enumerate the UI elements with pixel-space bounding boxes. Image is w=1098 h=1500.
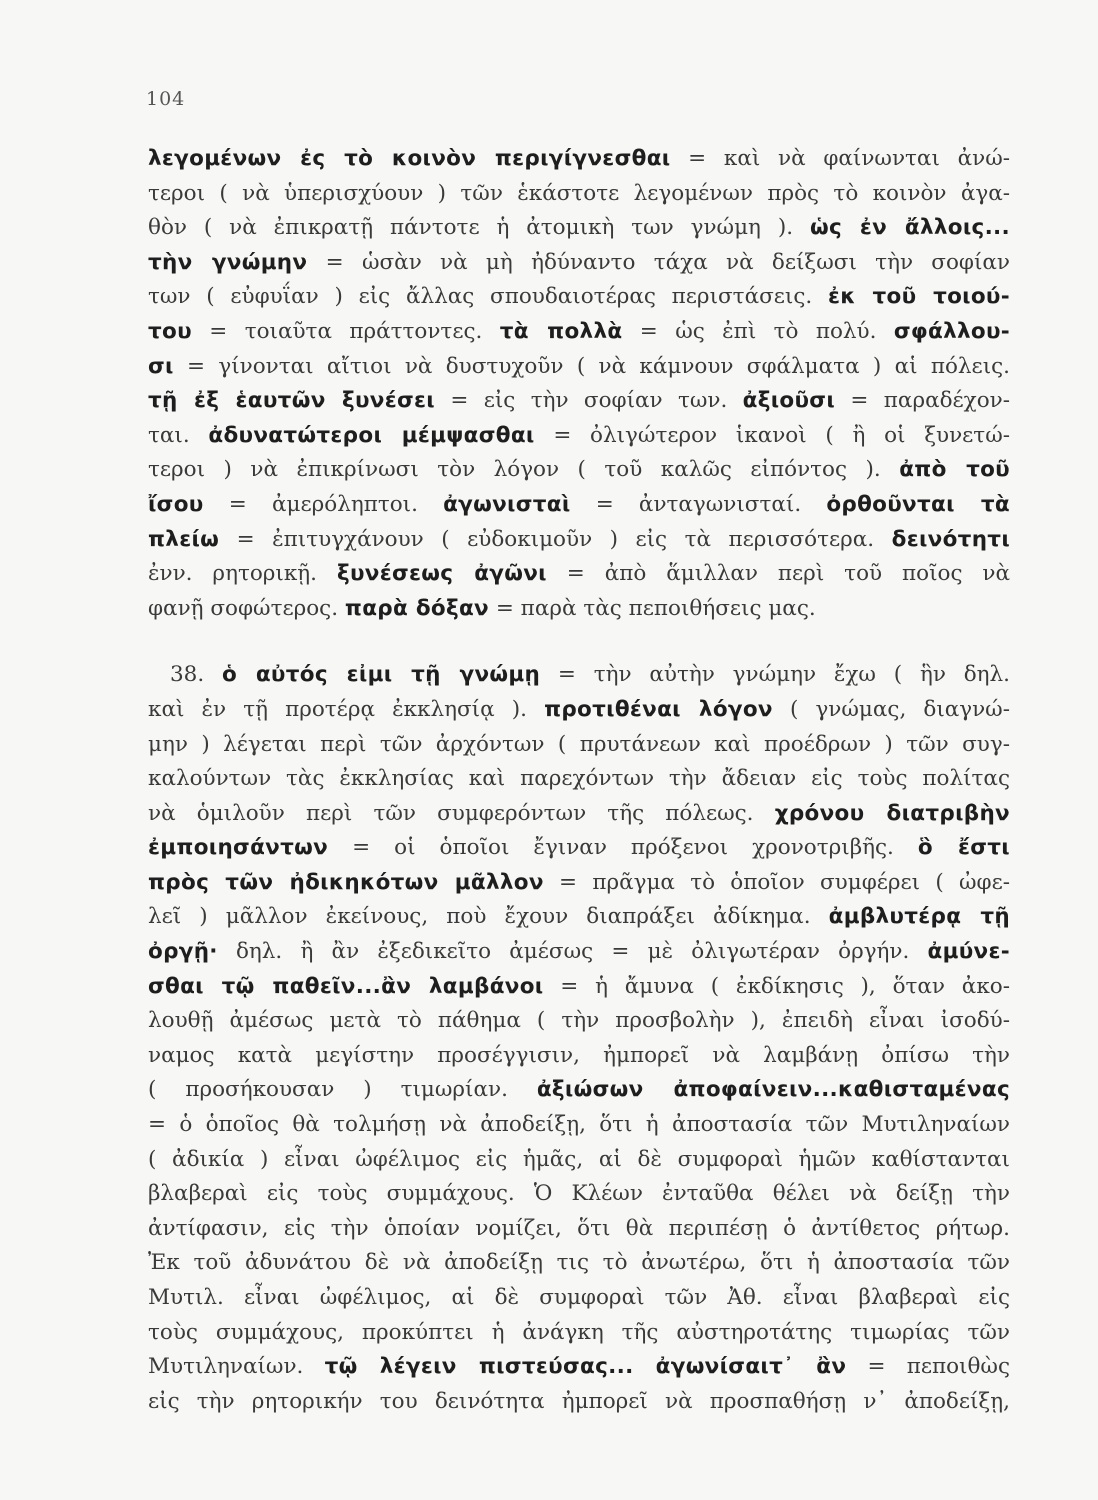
- gloss-text: Μυτιληναίων.: [148, 1354, 325, 1380]
- gloss-text: = πεποιθὼς: [846, 1354, 1010, 1380]
- text-line: [148, 935, 1010, 970]
- lemma-term: δεινότητι: [891, 526, 1010, 552]
- gloss-text: = ἀνταγωνισταί.: [570, 491, 827, 517]
- gloss-text: = τοιαῦτα πράττοντες.: [191, 318, 500, 344]
- gloss-text: = παραδέχον-: [835, 388, 1010, 414]
- gloss-text: τοὺς συμμάχους, προκύπτει ἡ ἀνάγκη τῆς αὐστηροτάτης τιμωρίας τῶν: [148, 1319, 1010, 1345]
- gloss-text: τεροι ) νὰ ἐπικρίνωσι τὸν λόγον ( τοῦ καλῶς εἰπόντος ).: [148, 457, 900, 483]
- lemma-term: ἀγωνισταὶ: [443, 491, 571, 517]
- lemma-term: ἀμύνε-: [927, 939, 1010, 965]
- lemma-term: ὁ αὐτός εἰμι τῇ γνώμῃ: [222, 662, 541, 688]
- lemma-term: του: [148, 318, 192, 344]
- gloss-text: 38.: [170, 662, 223, 688]
- lemma-term: τὴν γνώμην: [148, 249, 308, 275]
- lemma-term: ὀργῇ·: [148, 939, 218, 965]
- text-line: [148, 762, 1010, 797]
- gloss-text: = ἀπὸ ἅμιλλαν περὶ τοῦ ποῖος νὰ: [546, 561, 1011, 587]
- text-line: [148, 658, 1010, 693]
- text-line: [148, 142, 1010, 177]
- text-line: [148, 315, 1010, 350]
- text-line: [148, 1004, 1010, 1039]
- text-line: [148, 1039, 1010, 1074]
- gloss-text: καὶ ἐν τῇ προτέρᾳ ἐκκλησίᾳ ).: [148, 696, 545, 722]
- gloss-text: τεροι ( νὰ ὑπερισχύουν ) τῶν ἑκάστοτε λεγομένων πρὸς τὸ κοινὸν ἀγα-: [148, 180, 1010, 206]
- lemma-term: τὰ πολλὰ: [499, 318, 623, 344]
- gloss-text: βλαβεραὶ εἰς τοὺς συμμάχους. Ὁ Κλέων ἐνταῦθα θέλει νὰ δείξῃ τὴν: [148, 1181, 1010, 1207]
- lemma-term: ἐκ τοῦ τοιού-: [827, 284, 1010, 310]
- text-line: [148, 384, 1010, 419]
- gloss-text: καλούντων τὰς ἐκκλησίας καὶ παρεχόντων τὴν ἄδειαν εἰς τοὺς πολίτας: [148, 766, 1010, 792]
- gloss-text: ( ἀδικία ) εἶναι ὠφέλιμος εἰς ἡμᾶς, αἱ δὲ συμφοραὶ ἡμῶν καθίστανται: [148, 1146, 1010, 1172]
- text-line: [148, 350, 1010, 385]
- gloss-text: των ( εὐφυΐαν ) εἰς ἄλλας σπουδαιοτέρας περιστάσεις.: [148, 284, 828, 310]
- text-line: [148, 177, 1010, 212]
- text-line: [148, 693, 1010, 728]
- gloss-text: = ὡς ἐπὶ τὸ πολύ.: [622, 318, 894, 344]
- gloss-text: δηλ. ἢ ἂν ἐξεδικεῖτο ἀμέσως = μὲ ὀλιγωτέραν ὀργήν.: [217, 939, 928, 965]
- lemma-term: ξυνέσεως ἀγῶνι: [336, 561, 547, 587]
- lemma-term: ἴσου: [148, 491, 204, 517]
- gloss-text: θὸν ( νὰ ἐπικρατῇ πάντοτε ἡ ἀτομικὴ των γνώμη ).: [148, 215, 810, 241]
- text-line: [148, 866, 1010, 901]
- lemma-term: σφάλλου-: [893, 318, 1011, 344]
- text-line: [148, 1316, 1010, 1351]
- text-line: [148, 592, 1010, 627]
- lemma-term: πλείω: [148, 526, 220, 552]
- text-line: [148, 728, 1010, 763]
- text-line: [148, 1281, 1010, 1316]
- lemma-term: ὀρθοῦνται τὰ: [826, 491, 1010, 517]
- gloss-text: μην ) λέγεται περὶ τῶν ἀρχόντων ( πρυτάνεων καὶ προέδρων ) τῶν συγ-: [148, 731, 1010, 757]
- gloss-text: λουθῇ ἀμέσως μετὰ τὸ πάθημα ( τὴν προσβολὴν ), ἐπειδὴ εἶναι ἰσοδύ-: [148, 1008, 1010, 1034]
- gloss-text: ἀντίφασιν, εἰς τὴν ὁποίαν νομίζει, ὅτι θὰ περιπέσῃ ὁ ἀντίθετος ρήτωρ.: [148, 1215, 1010, 1241]
- text-line: [148, 1108, 1010, 1143]
- lemma-term: ὃ ἔστι: [917, 835, 1010, 861]
- lemma-term: σθαι τῷ παθεῖν...ἂν λαμβάνοι: [148, 973, 544, 999]
- lemma-term: προτιθέναι λόγον: [544, 696, 773, 722]
- gloss-text: φανῇ σοφώτερος.: [148, 595, 345, 621]
- gloss-text: = εἰς τὴν σοφίαν των.: [434, 388, 743, 414]
- gloss-text: = οἱ ὁποῖοι ἔγιναν πρόξενοι χρονοτριβῆς.: [328, 835, 918, 861]
- page-number: 104: [146, 88, 186, 110]
- text-line: [148, 488, 1010, 523]
- gloss-text: = καὶ νὰ φαίνωνται ἀνώ-: [670, 146, 1010, 171]
- gloss-text: ἐνν. ρητορικῇ.: [148, 561, 337, 587]
- gloss-text: Ἐκ τοῦ ἀδυνάτου δὲ νὰ ἀποδείξῃ τις τὸ ἀνωτέρω, ὅτι ἡ ἀποστασία τῶν: [148, 1250, 1010, 1276]
- text-line: [148, 557, 1010, 592]
- gloss-text: ( προσήκουσαν ) τιμωρίαν.: [148, 1077, 537, 1103]
- text-line: [148, 419, 1010, 454]
- lemma-term: ἐμποιησάντων: [148, 835, 329, 861]
- text-line: [148, 1212, 1010, 1247]
- lemma-term: χρόνου διατριβὴν: [774, 800, 1011, 826]
- lemma-term: ἀξιώσων ἀποφαίνειν...καθισταμένας: [536, 1077, 1010, 1103]
- text-line: [148, 246, 1010, 281]
- gloss-text: Μυτιλ. εἶναι ὠφέλιμος, αἱ δὲ συμφοραὶ τῶν Ἀθ. εἶναι βλαβεραὶ εἰς: [148, 1285, 1010, 1310]
- text-line: [148, 523, 1010, 558]
- gloss-text: = ὁ ὁποῖος θὰ τολμήσῃ νὰ ἀποδείξῃ, ὅτι ἡ ἀποστασία τῶν Μυτιληναίων: [148, 1112, 1010, 1138]
- text-line: [148, 1073, 1010, 1108]
- text-line: [148, 970, 1010, 1005]
- body-text: [148, 142, 1010, 1419]
- text-line: [148, 1246, 1010, 1281]
- gloss-text: = τὴν αὐτὴν γνώμην ἔχω ( ἣν δηλ.: [540, 662, 1010, 688]
- gloss-text: = γίνονται αἴτιοι νὰ δυστυχοῦν ( νὰ κάμνουν σφάλματα ) αἱ πόλεις.: [173, 353, 1010, 379]
- lemma-term: σι: [148, 353, 174, 379]
- text-line: [148, 1385, 1010, 1420]
- lemma-term: ὡς ἐν ἄλλοις...: [809, 215, 1010, 241]
- text-line: [148, 1177, 1010, 1212]
- gloss-text: εἰς τὴν ρητορικήν του δεινότητα ἠμπορεῖ νὰ προσπαθήσῃ ν᾽ ἀποδείξῃ,: [148, 1388, 1010, 1414]
- gloss-text: ναμος κατὰ μεγίστην προσέγγισιν, ἠμπορεῖ νὰ λαμβάνῃ ὀπίσω τὴν: [148, 1042, 1010, 1068]
- gloss-text: = ἡ ἄμυνα ( ἐκδίκησις ), ὅταν ἀκο-: [543, 973, 1010, 999]
- gloss-text: νὰ ὁμιλοῦν περὶ τῶν συμφερόντων τῆς πόλεως.: [148, 800, 775, 826]
- gloss-text: λεῖ ) μᾶλλον ἐκείνους, ποὺ ἔχουν διαπράξει ἀδίκημα.: [148, 904, 829, 930]
- lemma-term: τῷ λέγειν πιστεύσας... ἀγωνίσαιτ᾽ ἂν: [324, 1354, 847, 1380]
- gloss-text: = πρᾶγμα τὸ ὁποῖον συμφέρει ( ὠφε-: [543, 869, 1010, 895]
- text-line: [148, 211, 1010, 246]
- text-line: [148, 280, 1010, 315]
- text-line: [148, 831, 1010, 866]
- lemma-term: ἀπὸ τοῦ: [899, 457, 1010, 483]
- lemma-term: πρὸς τῶν ἠδικηκότων μᾶλλον: [148, 869, 544, 895]
- lemma-term: ἀξιοῦσι: [742, 388, 836, 414]
- gloss-text: ται.: [148, 422, 209, 448]
- text-line: [148, 900, 1010, 935]
- text-line: [148, 797, 1010, 832]
- lemma-term: ἀδυνατώτεροι μέμψασθαι: [208, 422, 535, 448]
- gloss-text: = ὡσὰν νὰ μὴ ἠδύναντο τάχα νὰ δείξωσι τὴν σοφίαν: [307, 249, 1011, 275]
- lemma-term: ἀμβλυτέρᾳ τῇ: [828, 904, 1010, 930]
- text-line: [148, 1143, 1010, 1178]
- text-line: [148, 453, 1010, 488]
- lemma-term: λεγομένων ἐς τὸ κοινὸν περιγίγνεσθαι: [148, 146, 671, 171]
- gloss-text: ( γνώμας, διαγνώ-: [772, 696, 1010, 722]
- gloss-text: = ἐπιτυγχάνουν ( εὐδοκιμοῦν ) εἰς τὰ περισσότερα.: [219, 526, 892, 552]
- gloss-text: = ὀλιγώτερον ἱκανοὶ ( ἢ οἱ ξυνετώ-: [534, 422, 1011, 448]
- gloss-text: = ἀμερόληπτοι.: [203, 491, 444, 517]
- gloss-text: = παρὰ τὰς πεποιθήσεις μας.: [489, 595, 816, 621]
- text-line: [148, 1350, 1010, 1385]
- lemma-term: παρὰ δόξαν: [344, 595, 489, 621]
- lemma-term: τῇ ἐξ ἑαυτῶν ξυνέσει: [148, 388, 435, 414]
